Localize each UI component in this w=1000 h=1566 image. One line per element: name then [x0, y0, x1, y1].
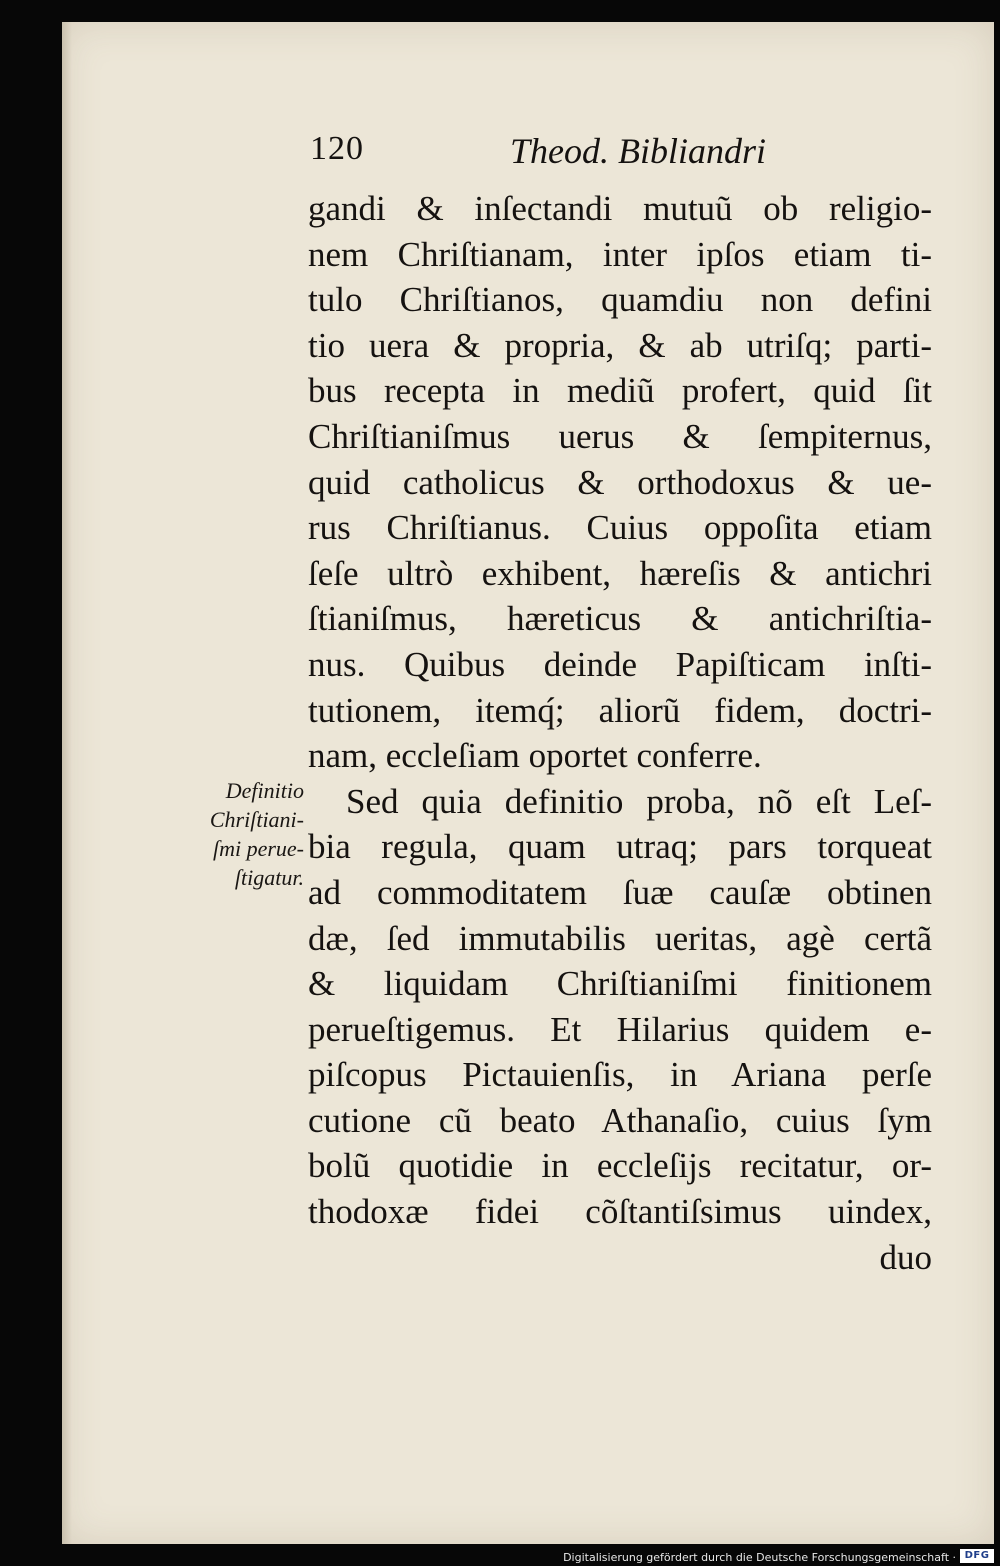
- text-line: perueſtigemus. Et Hilarius quidem e-: [308, 1009, 932, 1049]
- text-line: tutionem, itemq́; aliorũ fidem, doctri-: [308, 690, 932, 730]
- text-line: bolũ quotidie in eccleſijs recitatur, or-: [308, 1146, 932, 1186]
- margin-note-line: ſtigatur.: [234, 865, 304, 890]
- text-line: gandi & inſectandi mutuũ ob religio-: [308, 189, 932, 228]
- text-line: nus. Quibus deinde Papiſticam inſti-: [308, 644, 932, 684]
- catchword: duo: [879, 1237, 932, 1277]
- text-line: piſcopus Pictauienſis, in Ariana perſe: [308, 1055, 932, 1095]
- text-line: rus Chriſtianus. Cuius oppoſita etiam: [308, 508, 932, 548]
- body-text: [308, 186, 932, 1280]
- text-line: Chriſtianiſmus uerus & ſempiternus,: [308, 416, 932, 456]
- text-line: tulo Chriſtianos, quamdiu non defini: [308, 280, 932, 320]
- text-line: dæ, ſed immutabilis ueritas, agè certã: [308, 918, 932, 958]
- text-line: ſeſe ultrò exhibent, hæreſis & antichri: [308, 553, 932, 593]
- text-line: cutione cũ beato Athanaſio, cuius ſym: [308, 1100, 932, 1140]
- margin-note: [172, 776, 304, 892]
- margin-note-line: Definitio: [225, 778, 304, 803]
- text-line: & liquidam Chriſtianiſmi finitionem: [308, 964, 932, 1004]
- running-head: [310, 130, 780, 180]
- running-title: Theod. Bibliandri: [510, 131, 767, 171]
- text-line: ad commoditatem ſuæ cauſæ obtinen: [308, 872, 932, 912]
- page-gutter-shadow: [62, 22, 72, 1544]
- text-line: bus recepta in mediũ profert, quid ſit: [308, 371, 932, 411]
- text-line: Sed quia definitio proba, nõ eſt Leſ-: [346, 781, 932, 821]
- text-line: thodoxæ fidei cõſtantiſsimus uindex,: [308, 1192, 932, 1232]
- text-line: nem Chriſtianam, inter ipſos etiam ti-: [308, 234, 932, 274]
- margin-note-line: Chriſtiani-: [209, 807, 304, 832]
- text-line: ſtianiſmus, hæreticus & antichriſtia-: [308, 599, 932, 639]
- text-line: tio uera & propria, & ab utriſq; parti-: [308, 325, 932, 365]
- text-line: quid catholicus & orthodoxus & ue-: [308, 462, 932, 502]
- text-line: bia regula, quam utraq; pars torqueat: [308, 827, 932, 867]
- footer-bar: [0, 1544, 1000, 1566]
- page-number: 120: [310, 130, 364, 167]
- text-line: nam, eccleſiam oportet conferre.: [308, 736, 762, 776]
- margin-note-line: ſmi perue-: [212, 836, 304, 861]
- dfg-logo: DFG: [960, 1549, 994, 1563]
- funding-credit: Digitalisierung gefördert durch die Deutsche Forschungsgemeinschaft ·: [563, 1551, 956, 1564]
